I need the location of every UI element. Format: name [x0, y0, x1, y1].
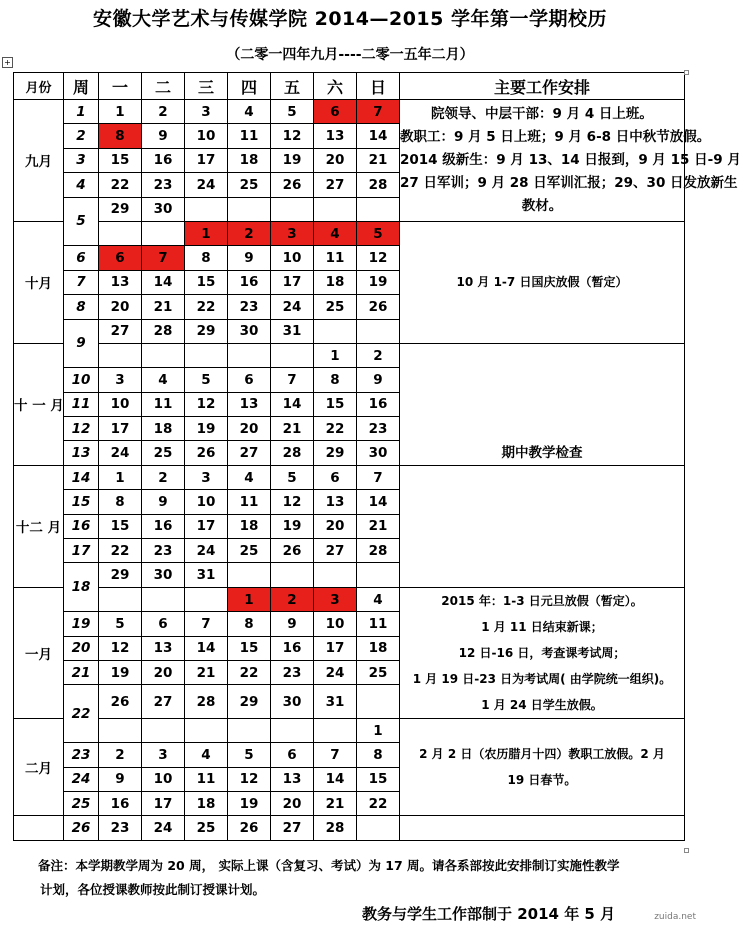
week-number: 7 [64, 270, 99, 294]
day-cell: 30 [142, 197, 185, 221]
month-cell: 九月 [14, 100, 64, 222]
day-cell: 10 [185, 124, 228, 148]
day-cell [357, 685, 400, 718]
day-cell [357, 319, 400, 343]
day-cell: 18 [357, 636, 400, 660]
day-cell: 3 [185, 100, 228, 124]
week-number: 24 [64, 767, 99, 791]
day-cell: 23 [357, 417, 400, 441]
day-cell: 13 [228, 392, 271, 416]
table-row [14, 465, 685, 489]
day-cell: 14 [357, 490, 400, 514]
day-cell: 24 [185, 539, 228, 563]
day-cell: 9 [142, 490, 185, 514]
day-cell: 20 [314, 148, 357, 172]
remark [38, 854, 668, 902]
month-cell: 一月 [14, 587, 64, 718]
table-row [14, 221, 685, 245]
week-number: 3 [64, 148, 99, 172]
day-cell [228, 343, 271, 367]
header-day: 三 [185, 73, 228, 100]
day-cell: 24 [142, 816, 185, 840]
day-cell: 5 [228, 743, 271, 767]
week-number: 1 [64, 100, 99, 124]
day-cell: 5 [271, 100, 314, 124]
day-cell: 23 [142, 539, 185, 563]
day-cell: 2 [142, 465, 185, 489]
note-line: 2 月 2 日（农历腊月十四）教职工放假。2 月 [419, 747, 665, 762]
day-cell: 14 [314, 767, 357, 791]
day-cell: 9 [228, 246, 271, 270]
day-cell: 20 [314, 514, 357, 538]
day-cell: 10 [142, 767, 185, 791]
day-cell: 6 [228, 368, 271, 392]
day-cell: 4 [228, 100, 271, 124]
month-cell: 十月 [14, 221, 64, 343]
day-cell: 9 [99, 767, 142, 791]
notes-cell [400, 100, 741, 222]
day-cell: 31 [185, 563, 228, 587]
day-cell: 5 [185, 368, 228, 392]
day-cell [314, 563, 357, 587]
table-row [14, 816, 685, 840]
day-cell: 13 [142, 636, 185, 660]
day-cell: 9 [357, 368, 400, 392]
day-cell: 28 [314, 816, 357, 840]
note-line: 期中教学检查 [501, 444, 583, 461]
day-cell: 8 [314, 368, 357, 392]
holiday-day-cell: 3 [314, 587, 357, 611]
day-cell: 2 [357, 343, 400, 367]
day-cell: 22 [314, 417, 357, 441]
day-cell [357, 816, 400, 840]
notes-cell [400, 587, 685, 718]
day-cell: 17 [185, 514, 228, 538]
day-cell: 21 [357, 148, 400, 172]
day-cell: 27 [142, 685, 185, 718]
day-cell: 12 [185, 392, 228, 416]
day-cell: 11 [228, 124, 271, 148]
day-cell: 10 [99, 392, 142, 416]
day-cell: 31 [314, 685, 357, 718]
day-cell: 14 [185, 636, 228, 660]
day-cell: 7 [185, 612, 228, 636]
day-cell: 11 [314, 246, 357, 270]
header-week: 周 [64, 73, 99, 100]
day-cell: 12 [228, 767, 271, 791]
day-cell [271, 563, 314, 587]
day-cell: 26 [228, 816, 271, 840]
day-cell: 19 [99, 660, 142, 684]
day-cell: 27 [271, 816, 314, 840]
day-cell [142, 343, 185, 367]
day-cell: 2 [99, 743, 142, 767]
note-line: 10 月 1-7 日国庆放假（暂定） [456, 275, 628, 290]
day-cell: 12 [99, 636, 142, 660]
day-cell: 23 [228, 295, 271, 319]
day-cell: 16 [142, 148, 185, 172]
day-cell: 12 [271, 124, 314, 148]
day-cell: 15 [99, 148, 142, 172]
week-number: 5 [64, 197, 99, 246]
note-line: 2014 级新生：9 月 13、14 日报到，9 月 15 日-9 月 [400, 151, 741, 168]
day-cell: 9 [142, 124, 185, 148]
day-cell [271, 343, 314, 367]
header-month: 月份 [14, 73, 64, 100]
week-number: 25 [64, 791, 99, 815]
day-cell: 27 [314, 539, 357, 563]
holiday-day-cell: 6 [99, 246, 142, 270]
day-cell [185, 343, 228, 367]
day-cell: 21 [142, 295, 185, 319]
page-subtitle: （二零一四年九月----二零一五年二月） [226, 47, 474, 63]
day-cell: 1 [314, 343, 357, 367]
signature: 教务与学生工作部制于 2014 年 5 月 [362, 905, 616, 923]
day-cell: 14 [142, 270, 185, 294]
note-line: 1 月 24 日学生放假。 [481, 697, 603, 712]
day-cell: 25 [314, 295, 357, 319]
day-cell: 8 [228, 612, 271, 636]
day-cell: 13 [271, 767, 314, 791]
day-cell: 7 [271, 368, 314, 392]
day-cell [99, 221, 142, 245]
day-cell [142, 587, 185, 611]
table-row [14, 100, 685, 124]
day-cell: 1 [99, 100, 142, 124]
day-cell: 26 [185, 441, 228, 465]
day-cell: 29 [314, 441, 357, 465]
day-cell: 20 [271, 791, 314, 815]
day-cell: 23 [271, 660, 314, 684]
day-cell: 12 [357, 246, 400, 270]
day-cell: 24 [314, 660, 357, 684]
week-number: 19 [64, 612, 99, 636]
week-number: 13 [64, 441, 99, 465]
day-cell [185, 718, 228, 742]
day-cell: 12 [271, 490, 314, 514]
day-cell: 16 [142, 514, 185, 538]
day-cell: 8 [99, 490, 142, 514]
day-cell: 7 [314, 743, 357, 767]
day-cell: 17 [99, 417, 142, 441]
day-cell: 18 [142, 417, 185, 441]
day-cell: 29 [228, 685, 271, 718]
week-number: 8 [64, 295, 99, 319]
day-cell: 28 [142, 319, 185, 343]
day-cell: 16 [99, 791, 142, 815]
day-cell: 28 [185, 685, 228, 718]
week-number: 15 [64, 490, 99, 514]
note-line: 12 日-16 日，考查课考试周； [458, 645, 626, 660]
note-line: 19 日春节。 [507, 773, 577, 788]
header-row [14, 73, 685, 100]
day-cell: 27 [314, 173, 357, 197]
note-line: 院领导、中层干部：9 月 4 日上班。 [431, 105, 653, 122]
day-cell [357, 563, 400, 587]
day-cell: 25 [185, 816, 228, 840]
day-cell: 27 [228, 441, 271, 465]
note-line: 教职工：9 月 5 日上班；9 月 6-8 日中秋节放假。 [400, 128, 711, 145]
table-row [14, 343, 685, 367]
day-cell: 25 [228, 173, 271, 197]
day-cell: 6 [142, 612, 185, 636]
table-row [14, 587, 685, 611]
day-cell: 18 [228, 514, 271, 538]
week-number: 14 [64, 465, 99, 489]
day-cell: 15 [99, 514, 142, 538]
week-number: 11 [64, 392, 99, 416]
day-cell: 21 [185, 660, 228, 684]
day-cell: 21 [357, 514, 400, 538]
day-cell [185, 587, 228, 611]
day-cell: 27 [99, 319, 142, 343]
day-cell: 8 [357, 743, 400, 767]
holiday-day-cell: 6 [314, 100, 357, 124]
day-cell: 17 [185, 148, 228, 172]
day-cell [314, 197, 357, 221]
day-cell [185, 197, 228, 221]
day-cell: 20 [99, 295, 142, 319]
day-cell: 3 [185, 465, 228, 489]
table-edge-marker [684, 70, 689, 75]
holiday-day-cell: 4 [314, 221, 357, 245]
day-cell: 22 [99, 173, 142, 197]
day-cell: 2 [142, 100, 185, 124]
page-title: 安徽大学艺术与传媒学院 2014—2015 学年第一学期校历 [93, 8, 607, 30]
day-cell: 22 [228, 660, 271, 684]
day-cell: 1 [357, 718, 400, 742]
day-cell: 29 [99, 563, 142, 587]
day-cell: 7 [357, 465, 400, 489]
day-cell: 11 [228, 490, 271, 514]
day-cell: 10 [185, 490, 228, 514]
day-cell: 19 [228, 791, 271, 815]
day-cell: 19 [271, 148, 314, 172]
day-cell: 25 [142, 441, 185, 465]
day-cell: 24 [271, 295, 314, 319]
day-cell: 25 [228, 539, 271, 563]
note-line: 2015 年：1-3 日元旦放假（暂定）。 [441, 593, 643, 608]
day-cell: 30 [357, 441, 400, 465]
day-cell: 28 [357, 173, 400, 197]
day-cell [314, 319, 357, 343]
day-cell [357, 197, 400, 221]
day-cell: 22 [99, 539, 142, 563]
day-cell: 8 [185, 246, 228, 270]
day-cell: 23 [142, 173, 185, 197]
day-cell: 26 [99, 685, 142, 718]
day-cell [314, 718, 357, 742]
day-cell [99, 718, 142, 742]
day-cell: 18 [185, 791, 228, 815]
day-cell: 19 [357, 270, 400, 294]
day-cell: 3 [142, 743, 185, 767]
holiday-day-cell: 2 [271, 587, 314, 611]
month-cell [14, 816, 64, 840]
day-cell: 26 [357, 295, 400, 319]
month-cell: 二月 [14, 718, 64, 816]
day-cell: 4 [142, 368, 185, 392]
header-day: 日 [357, 73, 400, 100]
day-cell: 11 [185, 767, 228, 791]
day-cell: 17 [142, 791, 185, 815]
notes-cell [400, 816, 685, 840]
header-notes: 主要工作安排 [400, 73, 685, 100]
remark-line: 备注：本学期教学周为 20 周， 实际上课（含复习、考试）为 17 周。请各系部按此安排制订实施性教学 [38, 858, 620, 873]
day-cell [271, 718, 314, 742]
day-cell: 29 [185, 319, 228, 343]
note-line: 教材。 [521, 197, 563, 214]
day-cell: 15 [228, 636, 271, 660]
month-cell: 十二 月 [14, 465, 64, 587]
day-cell: 22 [357, 791, 400, 815]
day-cell [228, 718, 271, 742]
day-cell: 15 [357, 767, 400, 791]
notes-cell [400, 343, 685, 465]
notes-cell [400, 465, 685, 587]
day-cell: 4 [357, 587, 400, 611]
week-number: 10 [64, 368, 99, 392]
header-day: 二 [142, 73, 185, 100]
holiday-day-cell: 8 [99, 124, 142, 148]
day-cell: 23 [99, 816, 142, 840]
header-day: 六 [314, 73, 357, 100]
week-number: 4 [64, 173, 99, 197]
month-cell: 十 一 月 [14, 343, 64, 465]
week-number: 26 [64, 816, 99, 840]
week-number: 12 [64, 417, 99, 441]
day-cell: 21 [314, 791, 357, 815]
day-cell: 18 [314, 270, 357, 294]
week-number: 2 [64, 124, 99, 148]
header-day: 四 [228, 73, 271, 100]
day-cell: 20 [228, 417, 271, 441]
day-cell: 11 [142, 392, 185, 416]
week-number: 22 [64, 685, 99, 743]
week-number: 6 [64, 246, 99, 270]
notes-cell [400, 221, 685, 343]
day-cell: 28 [357, 539, 400, 563]
day-cell: 10 [271, 246, 314, 270]
day-cell: 6 [271, 743, 314, 767]
day-cell: 18 [228, 148, 271, 172]
holiday-day-cell: 7 [142, 246, 185, 270]
day-cell: 28 [271, 441, 314, 465]
day-cell: 16 [357, 392, 400, 416]
day-cell [142, 718, 185, 742]
day-cell: 10 [314, 612, 357, 636]
day-cell: 16 [271, 636, 314, 660]
day-cell: 4 [228, 465, 271, 489]
holiday-day-cell: 5 [357, 221, 400, 245]
day-cell: 21 [271, 417, 314, 441]
day-cell: 3 [99, 368, 142, 392]
table-move-handle-icon[interactable]: + [2, 57, 13, 68]
day-cell: 1 [99, 465, 142, 489]
day-cell: 19 [271, 514, 314, 538]
day-cell: 15 [314, 392, 357, 416]
day-cell: 29 [99, 197, 142, 221]
day-cell: 15 [185, 270, 228, 294]
day-cell: 17 [271, 270, 314, 294]
holiday-day-cell: 7 [357, 100, 400, 124]
week-number: 23 [64, 743, 99, 767]
day-cell: 13 [99, 270, 142, 294]
header-day: 五 [271, 73, 314, 100]
day-cell: 5 [271, 465, 314, 489]
watermark: zuida.net [654, 912, 696, 922]
day-cell: 30 [271, 685, 314, 718]
week-number: 17 [64, 539, 99, 563]
day-cell: 30 [228, 319, 271, 343]
day-cell: 9 [271, 612, 314, 636]
day-cell [228, 563, 271, 587]
holiday-day-cell: 3 [271, 221, 314, 245]
notes-cell [400, 718, 685, 816]
day-cell: 31 [271, 319, 314, 343]
day-cell: 13 [314, 490, 357, 514]
day-cell: 24 [185, 173, 228, 197]
week-number: 18 [64, 563, 99, 612]
day-cell: 17 [314, 636, 357, 660]
table-edge-marker [684, 848, 689, 853]
day-cell: 19 [185, 417, 228, 441]
week-number: 20 [64, 636, 99, 660]
note-line: 1 月 11 日结束新课； [481, 619, 603, 634]
day-cell [228, 197, 271, 221]
week-number: 16 [64, 514, 99, 538]
day-cell: 5 [99, 612, 142, 636]
day-cell [271, 197, 314, 221]
remark-line: 计划，各位授课教师按此制订授课计划。 [40, 882, 266, 897]
day-cell [99, 587, 142, 611]
holiday-day-cell: 1 [185, 221, 228, 245]
day-cell: 14 [357, 124, 400, 148]
week-number: 21 [64, 660, 99, 684]
day-cell: 16 [228, 270, 271, 294]
day-cell: 13 [314, 124, 357, 148]
day-cell: 25 [357, 660, 400, 684]
day-cell: 26 [271, 539, 314, 563]
day-cell [99, 343, 142, 367]
table-row [14, 718, 685, 742]
day-cell: 26 [271, 173, 314, 197]
week-number: 9 [64, 319, 99, 368]
day-cell: 24 [99, 441, 142, 465]
day-cell [142, 221, 185, 245]
header-day: 一 [99, 73, 142, 100]
note-line: 1 月 19 日-23 日为考试周( 由学院统一组织)。 [412, 671, 672, 686]
note-line: 27 日军训；9 月 28 日军训汇报；29、30 日发放新生 [400, 174, 738, 191]
day-cell: 11 [357, 612, 400, 636]
day-cell: 14 [271, 392, 314, 416]
day-cell: 30 [142, 563, 185, 587]
holiday-day-cell: 1 [228, 587, 271, 611]
day-cell: 4 [185, 743, 228, 767]
day-cell: 6 [314, 465, 357, 489]
holiday-day-cell: 2 [228, 221, 271, 245]
day-cell: 22 [185, 295, 228, 319]
day-cell: 20 [142, 660, 185, 684]
calendar-table [13, 72, 741, 841]
